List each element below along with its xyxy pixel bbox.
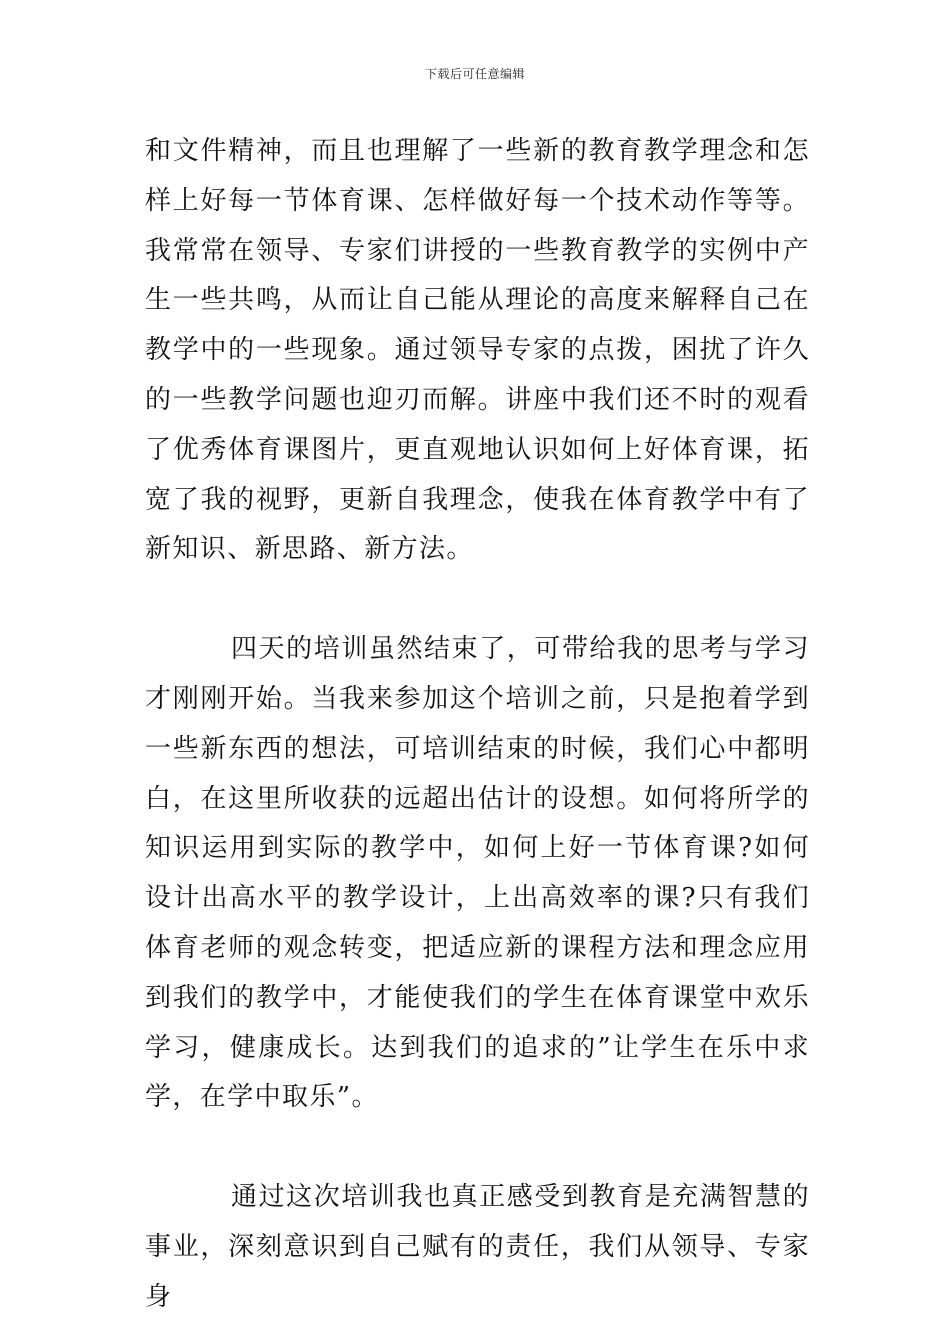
paragraph-3: 通过这次培训我也真正感受到教育是充满智慧的事业，深刻意识到自己赋有的责任，我们从领导、专家身	[145, 1182, 810, 1312]
document-body	[145, 127, 810, 1323]
paragraph-spacer	[145, 575, 810, 625]
paragraph-2: 四天的培训虽然结束了，可带给我的思考与学习才刚刚开始。当我来参加这个培训之前，只是抱着学到一些新东西的想法，可培训结束的时候，我们心中都明白，在这里所收获的远超出估计的设想。如何将所学的知识运用到实际的教学中，如何上好一节体育课?如何设计出高水平的教学设计，上出高效率的课?只有我们体育老师的观念转变，把适应新的课程方法和理念应用到我们的教学中，才能使我们的学生在体育课堂中欢乐学习，健康成长。达到我们的追求的”让学生在乐中求学，在学中取乐”。	[145, 634, 810, 1113]
paragraph-spacer	[145, 1123, 810, 1173]
paragraph-1: 和文件精神，而且也理解了一些新的教育教学理念和怎样上好每一节体育课、怎样做好每一个技术动作等等。我常常在领导、专家们讲授的一些教育教学的实例中产生一些共鸣，从而让自己能从理论的高度来解释自己在教学中的一些现象。通过领导专家的点拨，困扰了许久的一些教学问题也迎刃而解。讲座中我们还不时的观看了优秀体育课图片，更直观地认识如何上好体育课，拓宽了我的视野，更新自我理念，使我在体育教学中有了新知识、新思路、新方法。	[145, 136, 810, 565]
page-header-note: 下载后可任意编辑	[424, 67, 525, 81]
